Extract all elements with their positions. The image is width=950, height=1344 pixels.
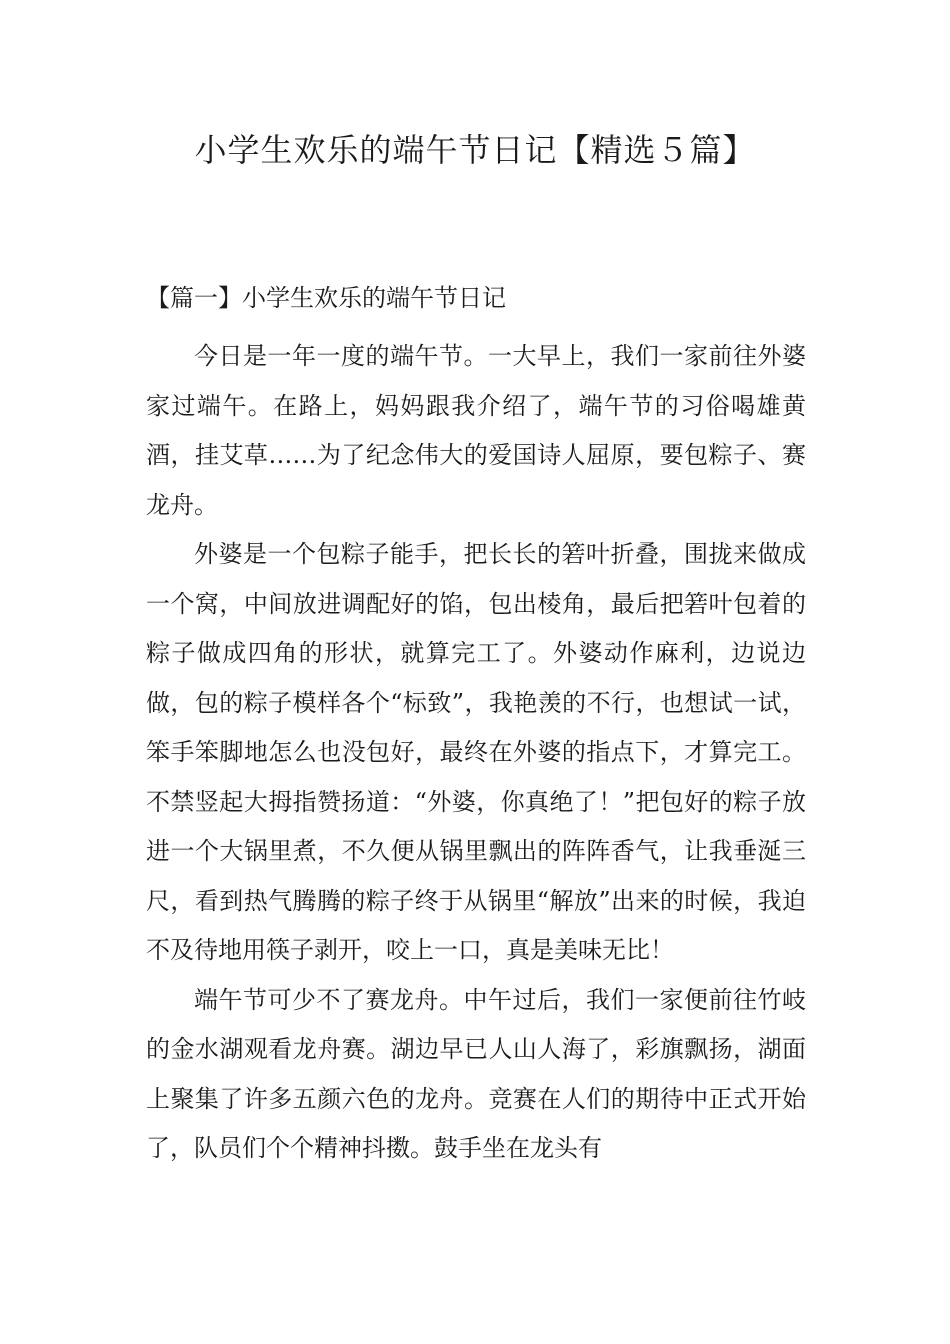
document-title: 小学生欢乐的端午节日记【精选５篇】	[194, 131, 756, 169]
section-heading: 【篇一】小学生欢乐的端午节日记	[146, 284, 506, 312]
paragraph-1: 今日是一年一度的端午节。一大早上，我们一家前往外婆家过端午。在路上，妈妈跟我介绍了，端午节的习俗喝雄黄酒，挂艾草……为了纪念伟大的爱国诗人屈原，要包粽子、赛龙舟。	[146, 342, 806, 519]
paragraph-3: 端午节可少不了赛龙舟。中午过后，我们一家便前往竹岐的金水湖观看龙舟赛。湖边早已人山人海了，彩旗飘扬，湖面上聚集了许多五颜六色的龙舟。竞赛在人们的期待中正式开始了，队员们个个精神抖擞。鼓手坐在龙头有	[146, 985, 806, 1162]
document-body	[146, 283, 806, 1174]
paragraph-2: 外婆是一个包粽子能手，把长长的箬叶折叠，围拢来做成一个窝，中间放进调配好的馅，包出棱角，最后把箬叶包着的粽子做成四角的形状，就算完工了。外婆动作麻利，边说边做，包的粽子模样各个“标致”，我艳羡的不行，也想试一试，笨手笨脚地怎么也没包好，最终在外婆的指点下，才算完工。不禁竖起大拇指赞扬道：“外婆，你真绝了！”把包好的粽子放进一个大锅里煮，不久便从锅里飘出的阵阵香气，让我垂涎三尺，看到热气腾腾的粽子终于从锅里“解放”出来的时候，我迫不及待地用筷子剥开，咬上一口，真是美味无比！	[146, 540, 806, 964]
